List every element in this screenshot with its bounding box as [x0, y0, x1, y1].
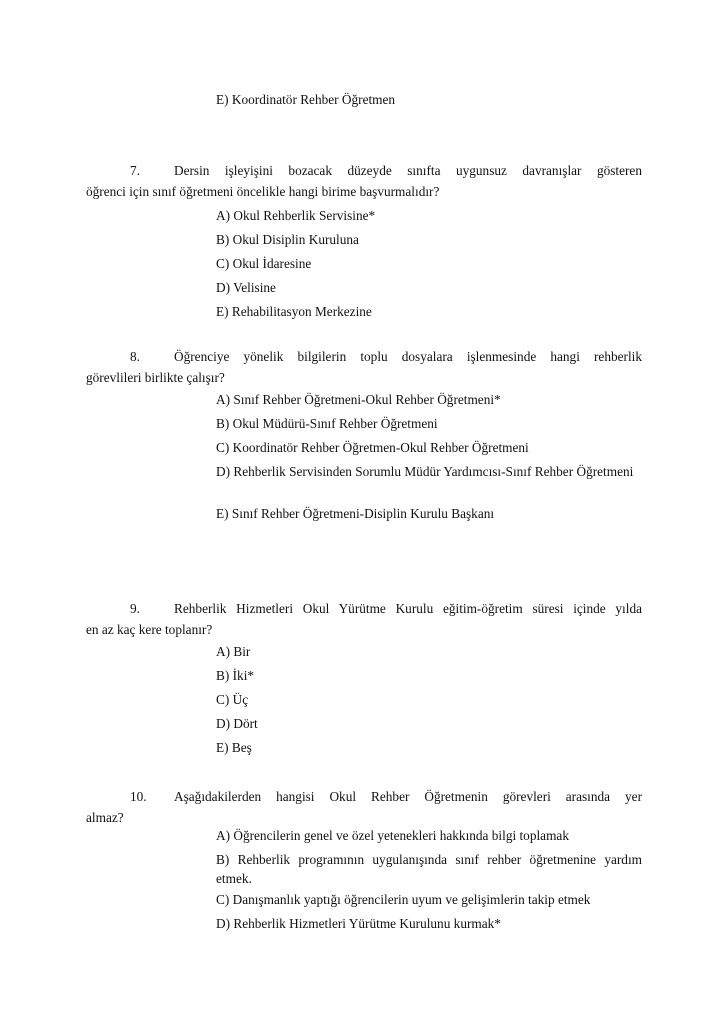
q10-stem-line2: almaz? [86, 810, 124, 825]
q8-option-b: B) Okul Müdürü-Sınıf Rehber Öğretmeni [216, 416, 438, 431]
q7-stem-line1: Dersin işleyişini bozacak düzeyde sınıfta uygunsuz davranışlar gösteren [174, 163, 642, 178]
q9-option-e: E) Beş [216, 740, 252, 755]
q10-option-c: C) Danışmanlık yaptığı öğrencilerin uyum ve gelişimlerin takip etmek [216, 892, 591, 907]
q9-option-b: B) İki* [216, 668, 255, 683]
q7-option-b: B) Okul Disiplin Kuruluna [216, 232, 359, 247]
q7-option-e: E) Rehabilitasyon Merkezine [216, 304, 372, 319]
q10-stem [86, 786, 642, 828]
q7-stem [86, 160, 642, 202]
q8-option-d: D) Rehberlik Servisinden Sorumlu Müdür Yardımcısı-Sınıf Rehber Öğretmeni [216, 464, 634, 479]
q7-option-c: C) Okul İdaresine [216, 256, 312, 271]
q7-option-d: D) Velisine [216, 280, 276, 295]
q9-stem-line1: Rehberlik Hizmetleri Okul Yürütme Kurulu eğitim-öğretim süresi içinde yılda [174, 601, 642, 616]
q7-stem-line2: öğrenci için sınıf öğretmeni öncelikle hangi birime başvurmalıdır? [86, 184, 440, 199]
q9-stem-line2: en az kaç kere toplanır? [86, 622, 213, 637]
q8-option-c: C) Koordinatör Rehber Öğretmen-Okul Rehber Öğretmeni [216, 440, 529, 455]
q9-option-a: A) Bir [216, 644, 251, 659]
q8-stem-line1: Öğrenciye yönelik bilgilerin toplu dosyalara işlenmesinde hangi rehberlik [174, 349, 642, 364]
q8-number: 8. [130, 349, 140, 364]
q8-option-a: A) Sınıf Rehber Öğretmeni-Okul Rehber Öğretmeni* [216, 392, 501, 407]
q10-stem-line1: Aşağıdakilerden hangisi Okul Rehber Öğretmenin görevleri arasında yer [174, 789, 642, 804]
q8-stem-line2: görevlileri birlikte çalışır? [86, 370, 225, 385]
q9-number: 9. [130, 601, 140, 616]
q10-number: 10. [130, 789, 147, 804]
q9-option-d: D) Dört [216, 716, 258, 731]
q7-number: 7. [130, 163, 140, 178]
q8-option-e: E) Sınıf Rehber Öğretmeni-Disiplin Kurulu Başkanı [216, 506, 495, 521]
q7-option-a: A) Okul Rehberlik Servisine* [216, 208, 376, 223]
q9-option-c: C) Üç [216, 692, 249, 707]
q9-stem [86, 598, 642, 640]
q10-option-a: A) Öğrencilerin genel ve özel yetenekleri hakkında bilgi toplamak [216, 828, 569, 843]
q8-stem [86, 346, 642, 388]
q6-option-e: E) Koordinatör Rehber Öğretmen [216, 92, 396, 107]
q10-option-d: D) Rehberlik Hizmetleri Yürütme Kurulunu kurmak* [216, 916, 501, 931]
q10-option-b: B) Rehberlik programının uygulanışında sınıf rehber öğretmenine yardım etmek. [216, 852, 642, 886]
